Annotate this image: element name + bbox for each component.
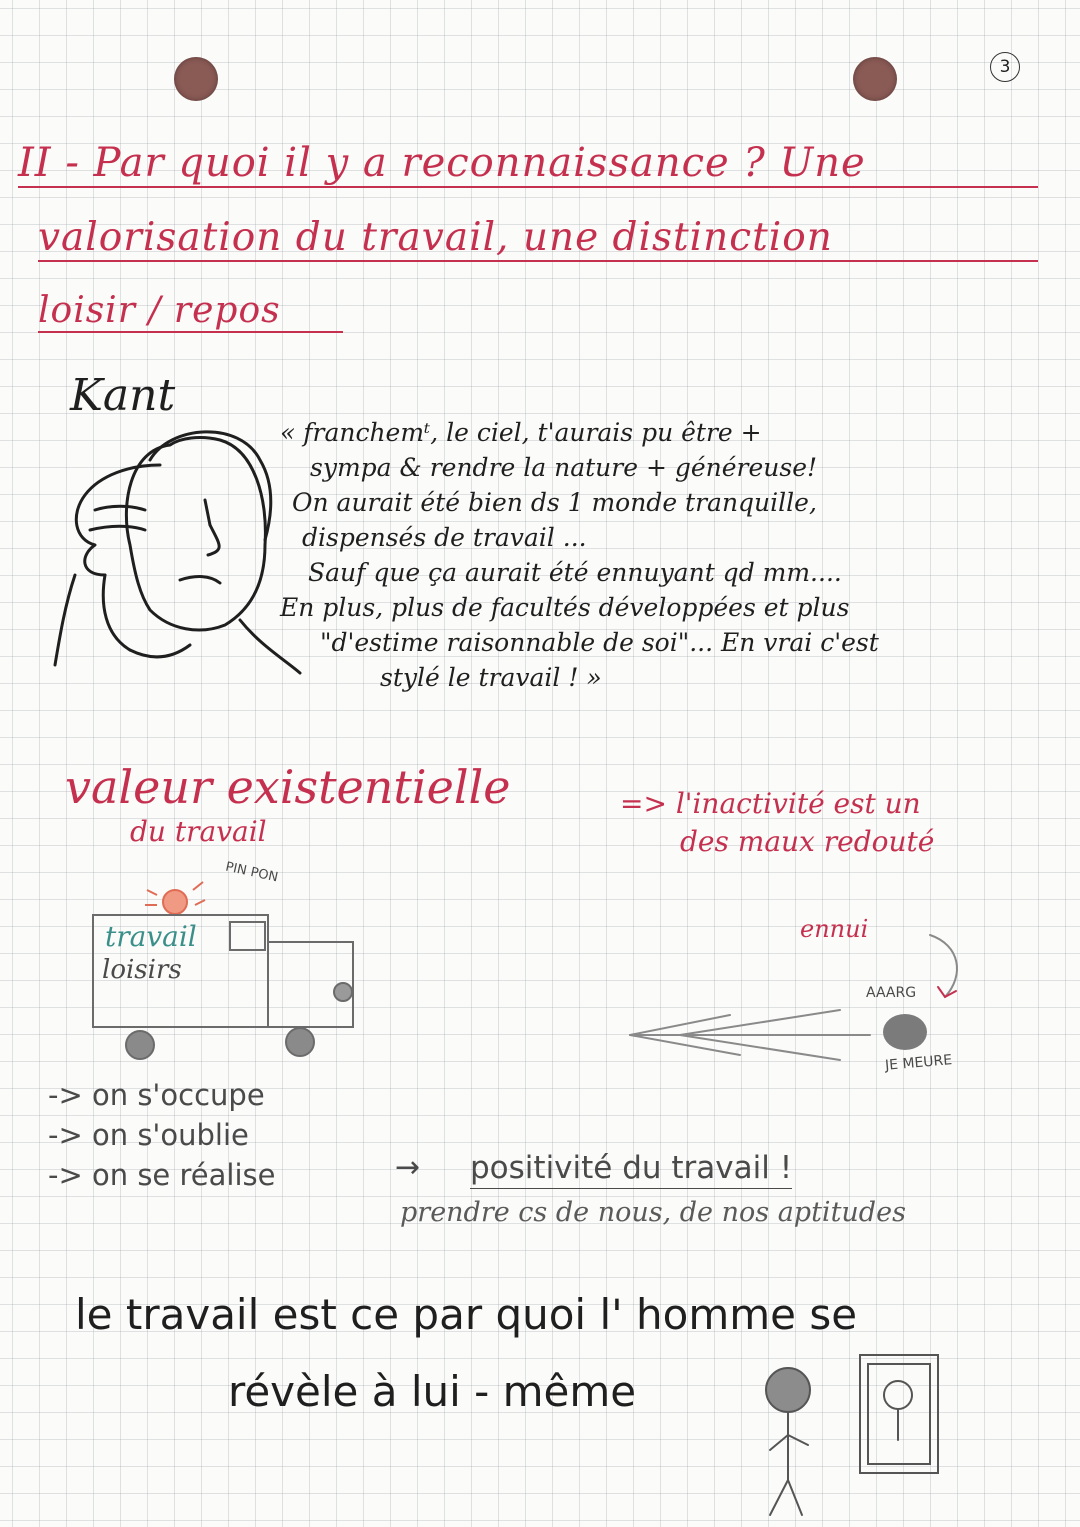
quote-line-1: « franchemᵗ, le ciel, t'aurais pu être + [280,418,762,447]
quote-line-8: stylé le travail ! » [380,663,602,692]
conclusion-line-1: le travail est ce par quoi l' homme se [75,1290,858,1339]
kant-label: Kant [70,370,176,421]
quote-line-7: "d'estime raisonnable de soi"... En vrai c'est [320,628,879,657]
stick-figure-mirror-drawing [740,1350,950,1520]
quote-line-3: On aurait été bien ds 1 monde tranquille, [292,488,817,517]
inactivity-note-line-1: => l'inactivité est un [620,787,921,820]
quote-line-5: Sauf que ça aurait été ennuyant qd mm.... [308,558,842,587]
inactivity-note-line-2: des maux redouté [680,825,935,858]
ennui-label: ennui [800,915,869,943]
positivity-arrow: → [395,1150,421,1185]
quote-line-4: dispensés de travail ... [302,523,587,552]
page-number: 3 [990,52,1020,82]
siren-text: PIN PON [224,859,280,886]
positivity-subtext: prendre cs de nous, de nos aptitudes [400,1197,906,1228]
truck-label-travail: travail [105,920,197,953]
quote-line-2: sympa & rendre la nature + généreuse! [310,453,818,482]
quote-line-6: En plus, plus de facultés développées et plus [280,593,850,622]
scream-text: AAARG [866,985,917,1001]
section-subheading: du travail [130,815,267,848]
title-line-3: loisir / repos [38,290,343,333]
bullet-oublie: -> on s'oublie [48,1118,249,1152]
positivity-text: positivité du travail ! [470,1150,792,1189]
bullet-occupe: -> on s'occupe [48,1078,265,1112]
inactivity-note [620,785,934,861]
conclusion-line-2: révèle à lui - même [228,1367,637,1416]
binder-hole-right [853,57,897,101]
bullet-realise: -> on se réalise [48,1158,276,1192]
truck-label-loisirs: loisirs [102,955,182,985]
title-line-1: II - Par quoi il y a reconnaissance ? Une [18,140,1038,188]
kant-portrait-drawing [50,405,310,695]
dies-text: JE MEURE [884,1052,953,1074]
section-heading: valeur existentielle [65,760,511,814]
bullet-list [48,1075,275,1195]
kant-quote [280,415,1060,695]
title-line-2: valorisation du travail, une distinction [38,215,1038,262]
binder-hole-left [174,57,218,101]
